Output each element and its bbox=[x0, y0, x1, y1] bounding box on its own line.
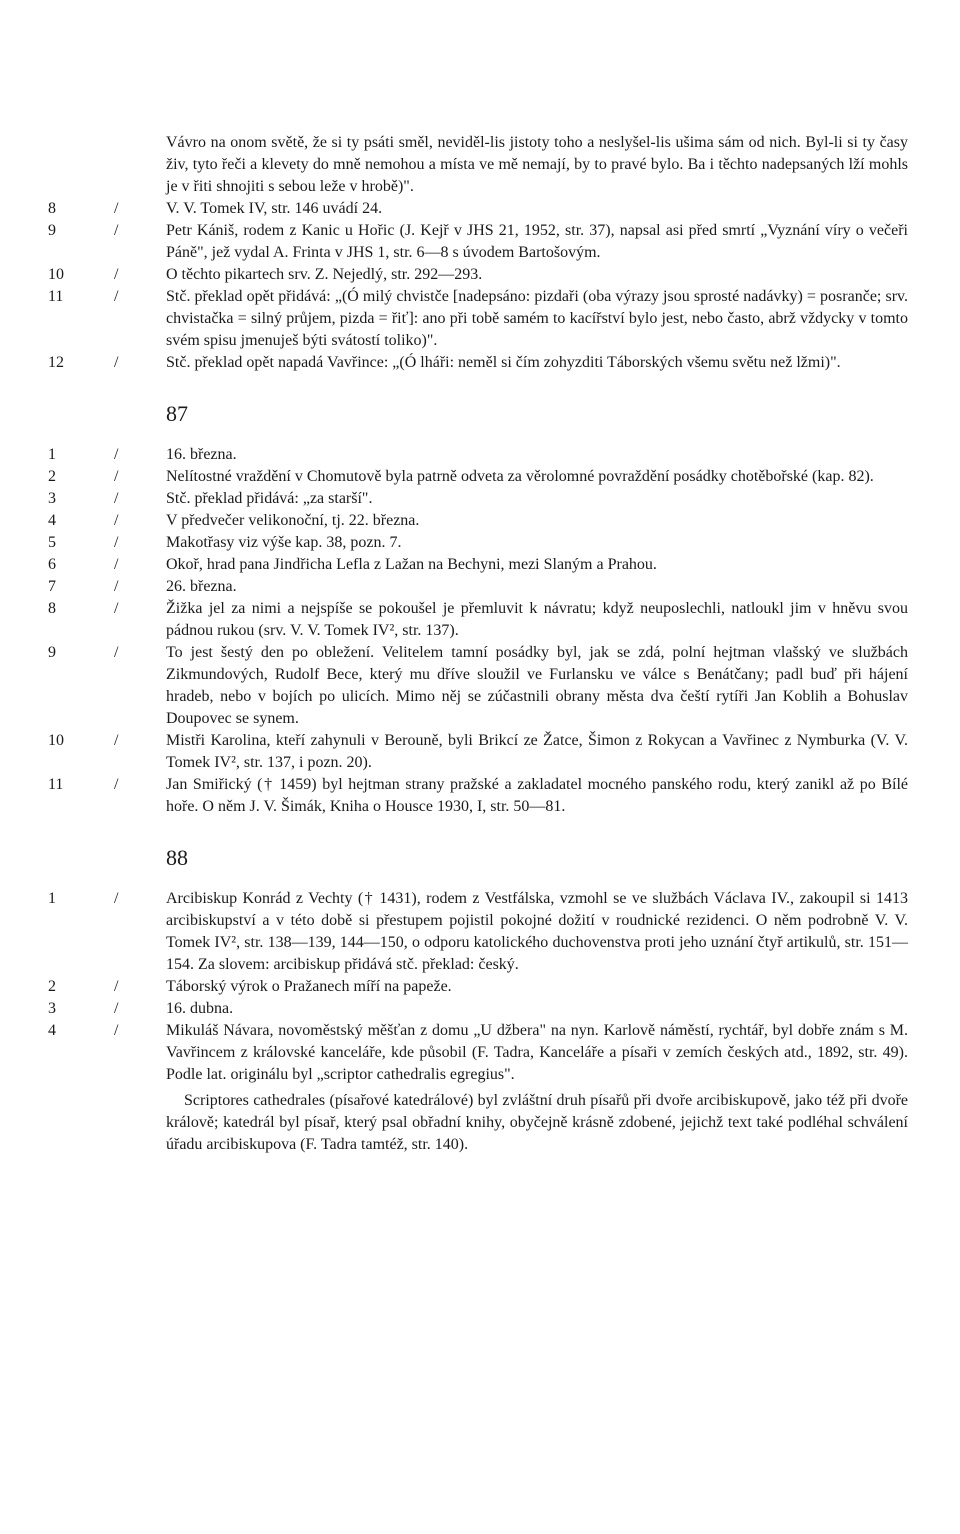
note-row bbox=[48, 510, 908, 532]
note-number: 8 bbox=[48, 600, 56, 617]
note-slash: / bbox=[114, 556, 119, 573]
note-row bbox=[48, 488, 908, 510]
note-slash: / bbox=[114, 534, 119, 551]
note-number: 2 bbox=[48, 978, 56, 995]
note-text: V. V. Tomek IV, str. 146 uvádí 24. bbox=[166, 200, 383, 217]
note-number: 4 bbox=[48, 512, 56, 529]
note-text: V předvečer velikonoční, tj. 22. března. bbox=[166, 512, 420, 529]
note-text: Arcibiskup Konrád z Vechty († 1431), rodem z Vestfálska, vzmohl se ve službách Václava IV., zakoupil si 1413 arcibiskupství a v této době si přestupem pojistil pokojné dožití v roudnické rezidenci. O něm podrobně V. V. Tomek IV², str. 138—139, 144—150, o odporu katolického duchovenstva proti jeho uznání čtyř artikulů, str. 151—154. Za slovem: arcibiskup přidává stč. překlad: český. bbox=[166, 890, 908, 973]
note-row bbox=[48, 444, 908, 466]
note-text: 26. března. bbox=[166, 578, 237, 595]
note-number: 5 bbox=[48, 534, 56, 551]
note-text: Táborský výrok o Pražanech míří na papeže. bbox=[166, 978, 452, 995]
note-number: 1 bbox=[48, 446, 56, 463]
note-slash: / bbox=[114, 266, 119, 283]
note-text: To jest šestý den po obležení. Velitelem tamní posádky byl, jak se zdá, polní hejtman vlašský ve službách Zikmundových, Rudolf Bece, který mu dříve sloužil ve Furlansku ve válce s Benátčany; padl buď při hájení hradeb, nebo v bojích po ulicích. Mimo něj se zúčastnili obrany města dva čeští rytíři Jan Koblih a Bohuslav Doupovec se synem. bbox=[166, 644, 908, 727]
note-slash: / bbox=[114, 1000, 119, 1017]
note-text: Jan Smiřický († 1459) byl hejtman strany pražské a zakladatel mocného panského rodu, který zanikl až po Bílé hoře. O něm J. V. Šimák, Kniha o Housce 1930, I, str. 50—81. bbox=[166, 776, 908, 815]
note-number: 4 bbox=[48, 1022, 56, 1039]
note-slash: / bbox=[114, 490, 119, 507]
note-row bbox=[48, 198, 908, 220]
note-slash: / bbox=[114, 1022, 119, 1039]
note-slash: / bbox=[114, 222, 119, 239]
note-row bbox=[48, 598, 908, 642]
continuation-text: Vávro na onom světě, že si ty psáti směl, neviděl-lis jistoty toho a neslyšel-lis ušima sám od nich. Byl-li si ty časy živ, tyto řeči a klevety do mně nemohou a místa ve mě nemají, by to pravé bylo. Ba i těchto nadepsaných lží mohls je v řiti shnojiti s sebou leže v hrobě)". bbox=[166, 134, 908, 195]
note-slash: / bbox=[114, 978, 119, 995]
note-slash: / bbox=[114, 890, 119, 907]
note-slash: / bbox=[114, 776, 119, 793]
note-row bbox=[48, 642, 908, 730]
note-row bbox=[48, 730, 908, 774]
note-row bbox=[48, 1020, 908, 1086]
note-row bbox=[48, 774, 908, 818]
note-text: Petr Kániš, rodem z Kanic u Hořic (J. Kejř v JHS 21, 1952, str. 37), napsal asi před smrtí „Vyznání víry o večeři Páně", jež vydal A. Frinta v JHS 1, str. 6—8 s úvodem Bartošovým. bbox=[166, 222, 908, 261]
note-row bbox=[48, 220, 908, 264]
note-text: O těchto pikartech srv. Z. Nejedlý, str. 292—293. bbox=[166, 266, 483, 283]
note-slash: / bbox=[114, 288, 119, 305]
note-slash: / bbox=[114, 644, 119, 661]
note-number: 12 bbox=[48, 354, 64, 371]
note-number: 8 bbox=[48, 200, 56, 217]
note-slash: / bbox=[114, 446, 119, 463]
chapter-heading: 88 bbox=[166, 845, 188, 870]
note-slash: / bbox=[114, 200, 119, 217]
note-text: Makotřasy viz výše kap. 38, pozn. 7. bbox=[166, 534, 402, 551]
notes-content bbox=[48, 132, 908, 1156]
note-number: 11 bbox=[48, 776, 64, 793]
note-number: 1 bbox=[48, 890, 56, 907]
final-paragraph: Scriptores cathedrales (písařové katedrálové) byl zvláštní druh písařů při dvoře arcibiskupově, jako též při dvoře králově; katedrál byl písař, který psal obřadní knihy, obyčejně krásně zdobené, jejichž text také podléhal schválení úřadu arcibiskupova (F. Tadra tamtéž, str. 140). bbox=[166, 1092, 908, 1153]
chapter-heading: 87 bbox=[166, 401, 188, 426]
note-row bbox=[48, 264, 908, 286]
note-sections bbox=[48, 198, 908, 1086]
note-text: Okoř, hrad pana Jindřicha Lefla z Lažan na Bechyni, mezi Slaným a Prahou. bbox=[166, 556, 657, 573]
note-text: Mikuláš Návara, novoměstský měšťan z domu „U džbera" na nyn. Karlově náměstí, rychtář, byl dobře znám s M. Vavřincem z královské kanceláře, kde působil (F. Tadra, Kanceláře a písaři v zemích českých atd., 1892, str. 49). Podle lat. originálu byl „scriptor cathedralis egregius". bbox=[166, 1022, 908, 1083]
note-row bbox=[48, 466, 908, 488]
note-text: Mistři Karolina, kteří zahynuli v Berouně, byli Brikcí ze Žatce, Šimon z Rokycan a Vavřinec z Nymburka (V. V. Tomek IV², str. 137, i pozn. 20). bbox=[166, 732, 908, 771]
note-row bbox=[48, 998, 908, 1020]
note-text: Stč. překlad přidává: „za starší". bbox=[166, 490, 373, 507]
note-number: 2 bbox=[48, 468, 56, 485]
note-number: 3 bbox=[48, 1000, 56, 1017]
note-text: 16. března. bbox=[166, 446, 237, 463]
note-row bbox=[48, 576, 908, 598]
note-number: 10 bbox=[48, 732, 64, 749]
note-row bbox=[48, 888, 908, 976]
note-number: 9 bbox=[48, 644, 56, 661]
note-slash: / bbox=[114, 354, 119, 371]
note-text: Stč. překlad opět přidává: „(Ó milý chvistče [nadepsáno: pizdaři (oba výrazy jsou sprosté nadávky) = posranče; srv. chvistačka = silný průjem, pizda = řiť]: ano při tobě samém to kacířství bylo jest, nebo často, abrž vždycky v tomto svém spisu jmenuješ býti svátostí toliko)". bbox=[166, 288, 908, 349]
note-number: 7 bbox=[48, 578, 56, 595]
note-text: Nelítostné vraždění v Chomutově byla patrně odveta za věrolomné povraždění posádky chotěbořské (kap. 82). bbox=[166, 468, 874, 485]
note-text: Žižka jel za nimi a nejspíše se pokoušel je přemluvit k návratu; když neuposlechli, natloukl jim v hněvu svou pádnou rukou (srv. V. V. Tomek IV², str. 137). bbox=[166, 600, 908, 639]
note-slash: / bbox=[114, 512, 119, 529]
note-number: 11 bbox=[48, 288, 64, 305]
note-row bbox=[48, 532, 908, 554]
note-slash: / bbox=[114, 732, 119, 749]
note-slash: / bbox=[114, 578, 119, 595]
note-slash: / bbox=[114, 600, 119, 617]
note-number: 9 bbox=[48, 222, 56, 239]
note-text: Stč. překlad opět napadá Vavřince: „(Ó lháři: neměl si čím zohyzditi Táborských všemu světu než lžmi)". bbox=[166, 354, 841, 371]
note-text: 16. dubna. bbox=[166, 1000, 234, 1017]
note-row bbox=[48, 352, 908, 374]
note-number: 3 bbox=[48, 490, 56, 507]
note-number: 10 bbox=[48, 266, 64, 283]
note-row bbox=[48, 286, 908, 352]
note-row bbox=[48, 976, 908, 998]
note-slash: / bbox=[114, 468, 119, 485]
note-row bbox=[48, 554, 908, 576]
note-number: 6 bbox=[48, 556, 56, 573]
